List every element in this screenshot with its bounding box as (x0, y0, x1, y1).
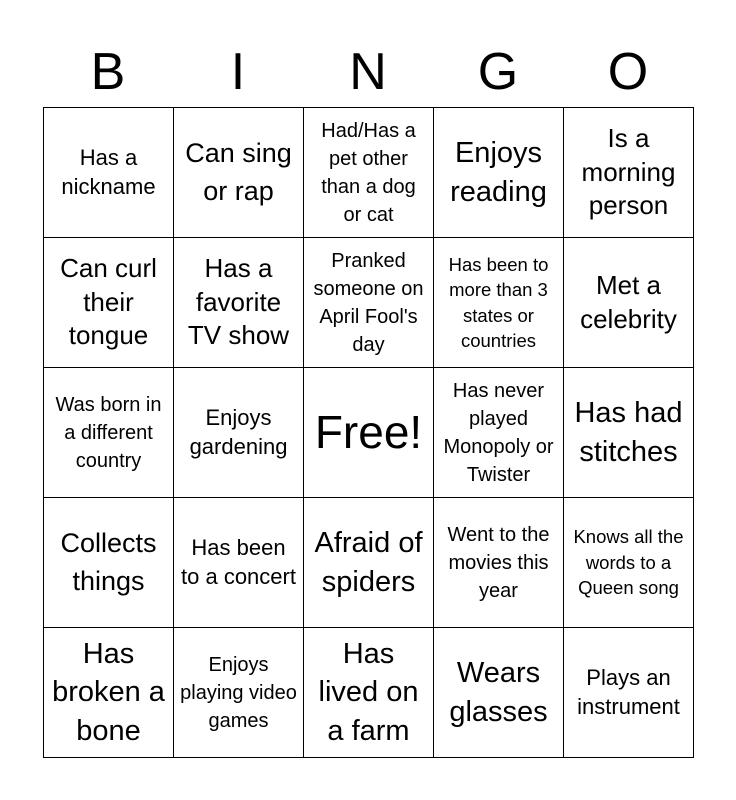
cell-text: Has lived on a farm (318, 638, 419, 747)
cell-text: Went to the movies this year (447, 523, 550, 602)
cell-text: Pranked someone on April Fool's day (313, 249, 424, 356)
bingo-cell[interactable] (304, 498, 434, 628)
cell-text: Enjoys gardening (189, 404, 288, 459)
cell-text: Plays an instrument (577, 664, 680, 719)
bingo-cell[interactable] (564, 498, 694, 628)
bingo-cell[interactable] (44, 498, 174, 628)
bingo-cell[interactable] (304, 238, 434, 368)
bingo-cell[interactable] (174, 628, 304, 758)
bingo-cell[interactable] (564, 628, 694, 758)
cell-text: Enjoys reading (450, 137, 547, 208)
cell-text: Has never played Monopoly or Twister (443, 379, 554, 486)
bingo-cell[interactable] (434, 628, 564, 758)
cell-text: Had/Has a pet other than a dog or cat (321, 119, 416, 226)
bingo-cell[interactable] (44, 628, 174, 758)
bingo-cell[interactable] (174, 108, 304, 238)
bingo-cell[interactable] (304, 628, 434, 758)
bingo-cell[interactable] (174, 368, 304, 498)
cell-text: Was born in a different country (55, 393, 162, 472)
bingo-cell[interactable] (44, 238, 174, 368)
cell-text: Can curl their tongue (60, 252, 157, 351)
bingo-board (43, 107, 694, 758)
bingo-cell[interactable] (44, 368, 174, 498)
bingo-cell[interactable] (434, 368, 564, 498)
bingo-cell[interactable] (434, 498, 564, 628)
free-space-text: Free! (314, 405, 423, 458)
bingo-cell[interactable] (304, 108, 434, 238)
cell-text: Afraid of spiders (314, 527, 423, 598)
header-letter-b: B (90, 43, 126, 101)
cell-text: Has a nickname (61, 144, 156, 199)
header-letter-o: O (607, 43, 649, 101)
bingo-cell[interactable] (174, 498, 304, 628)
header-letter-g: G (477, 43, 519, 101)
cell-text: Has been to more than 3 states or countries (448, 253, 549, 351)
cell-text: Can sing or rap (185, 137, 292, 206)
bingo-cell[interactable] (564, 368, 694, 498)
header-letter-i: I (230, 43, 246, 101)
cell-text: Has broken a bone (52, 638, 165, 747)
bingo-header (43, 40, 693, 104)
cell-text: Enjoys playing video games (180, 653, 297, 732)
cell-text: Knows all the words to a Queen song (573, 526, 684, 599)
cell-text: Wears glasses (449, 657, 548, 728)
bingo-cell[interactable] (434, 238, 564, 368)
bingo-cell[interactable] (174, 238, 304, 368)
cell-text: Has a favorite TV show (187, 252, 290, 351)
free-space-cell[interactable] (304, 368, 434, 498)
bingo-cell[interactable] (564, 238, 694, 368)
cell-text: Has had stitches (574, 397, 683, 468)
header-letter-n: N (349, 43, 387, 101)
cell-text: Met a celebrity (580, 269, 677, 334)
bingo-cell[interactable] (434, 108, 564, 238)
bingo-cell[interactable] (564, 108, 694, 238)
cell-text: Collects things (60, 527, 157, 596)
bingo-cell[interactable] (44, 108, 174, 238)
cell-text: Has been to a concert (181, 534, 296, 589)
cell-text: Is a morning person (581, 122, 676, 221)
